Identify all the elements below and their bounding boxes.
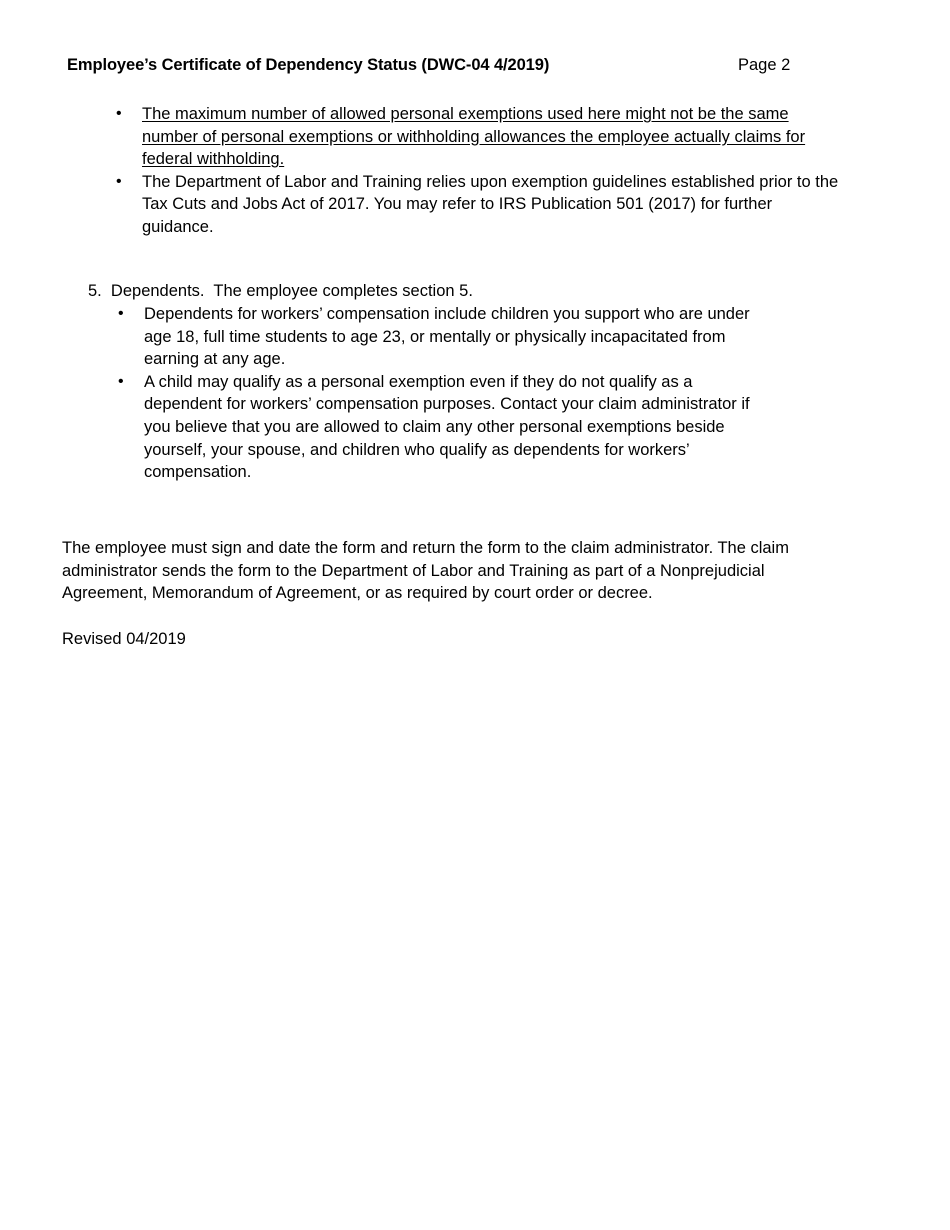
page-header [67,56,827,80]
page-number: Page 2 [738,56,791,74]
section-5-heading: 5. Dependents. The employee completes section 5. [88,282,473,300]
bullet-icon: • [118,372,124,390]
list-item [116,171,842,239]
exemption-notes-list [116,103,842,239]
exemption-note-underlined: The maximum number of allowed personal exemptions used here might not be the same number of personal exemptions or withholding allowances the employee actually claims for federal withholding. [142,105,806,169]
list-item [116,103,842,171]
list-item [118,303,769,371]
bullet-icon: • [116,172,122,190]
document-title: Employee’s Certificate of Dependency Status (DWC-04 4/2019) [67,56,550,74]
bullet-icon: • [118,305,124,322]
dependents-definition: Dependents for workers’ compensation include children you support who are under age 18, full time students to age 23, or mentally or physically incapacitated from earning at any age. [144,305,750,369]
child-exemption-note: A child may qualify as a personal exemption even if they do not qualify as a dependent for workers’ compensation purposes. Contact your claim administrator if you believe that you are allowed to claim any other personal exemptions beside yourself, your spouse, and children who qualify as dependents for workers’ compensation. [144,372,750,482]
dependents-list [118,303,769,484]
list-item [118,371,769,484]
exemption-note-guidelines: The Department of Labor and Training relies upon exemption guidelines established prior to the Tax Cuts and Jobs Act of 2017. You may refer to IRS Publication 501 (2017) for further guidance. [142,172,839,236]
bullet-icon: • [116,105,122,122]
revision-date: Revised 04/2019 [62,630,186,648]
closing-paragraph: The employee must sign and date the form and return the form to the claim administrator. The claim administrator sends the form to the Department of Labor and Training as part of a Nonprejudicial Agreement, Memorandum of Agreement, or as required by court order or decree. [62,539,789,603]
